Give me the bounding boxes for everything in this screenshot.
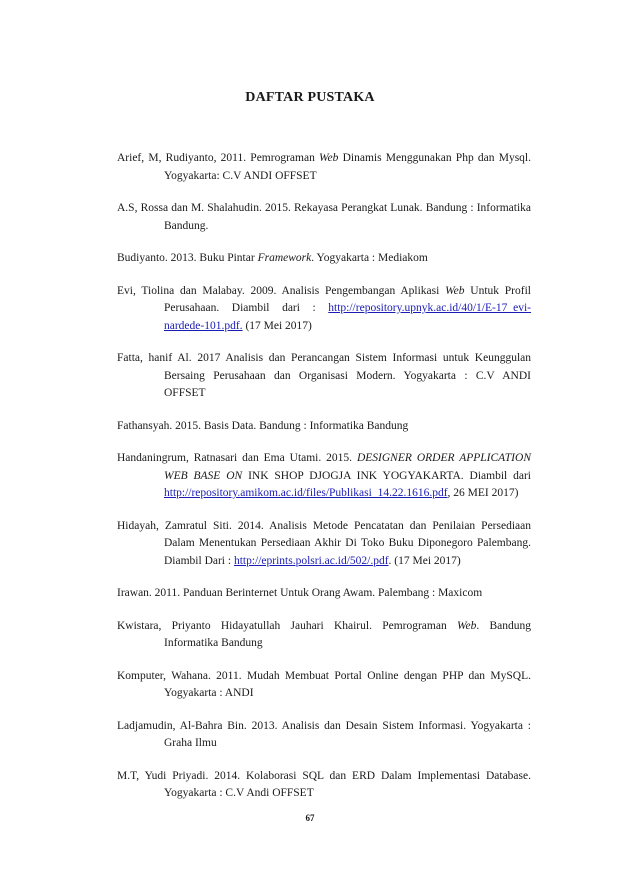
reference-italic-text: Web [456, 619, 477, 632]
reference-text: . (17 Mei 2017) [388, 554, 461, 567]
reference-link[interactable]: http://repository.upnyk.ac.id/40/1/E-17_evi-nardede-101.pdf. [164, 302, 531, 332]
reference-list [117, 150, 531, 818]
reference-item [117, 768, 531, 803]
reference-text: Hidayah, Zamratul Siti. 2014. Analisis Metode Pencatatan dan Penilaian Persediaan Dalam Menentukan Persediaan Akhir Di Toko Buku Diponegoro Palembang. Diambil Dari : [117, 519, 531, 567]
reference-item [117, 450, 531, 503]
reference-text: A.S, Rossa dan M. Shalahudin. 2015. Rekayasa Perangkat Lunak. Bandung : Informatika Bandung. [117, 202, 531, 232]
reference-item [117, 418, 531, 436]
reference-text: . Yogyakarta : Mediakom [311, 252, 428, 264]
reference-item [117, 668, 531, 703]
reference-item [117, 518, 531, 571]
reference-italic-text: Web [319, 152, 339, 164]
reference-link[interactable]: http://repository.amikom.ac.id/files/Publikasi_14.22.1616.pdf [164, 487, 448, 499]
reference-item [117, 150, 531, 185]
page-number: 67 [305, 813, 315, 823]
reference-text: Arief, M, Rudiyanto, 2011. Pemrograman [117, 152, 320, 164]
reference-text: , 26 MEI 2017) [447, 487, 519, 499]
reference-item [117, 250, 531, 268]
reference-text: Dinamis Menggunakan Php dan Mysql. Yogyakarta: C.V ANDI OFFSET [164, 152, 531, 182]
reference-italic-text: Framework [257, 252, 312, 264]
reference-text: Handaningrum, Ratnasari dan Ema Utami. 2015. [117, 452, 357, 464]
reference-item [117, 350, 531, 403]
reference-text: Evi, Tiolina dan Malabay. 2009. Analisis Pengembangan Aplikasi [117, 284, 446, 297]
page-title: DAFTAR PUSTAKA [245, 90, 375, 105]
reference-italic-text: Web [445, 284, 465, 297]
reference-text: (17 Mei 2017) [242, 319, 312, 332]
reference-item [117, 200, 531, 235]
reference-text: Kwistara, Priyanto Hidayatullah Jauhari Khairul. Pemrograman [117, 619, 457, 632]
reference-italic-text: DESIGNER ORDER APPLICATION WEB BASE ON [164, 452, 531, 482]
reference-text: INK SHOP DJOGJA INK YOGYAKARTA. Diambil dari [242, 469, 531, 482]
reference-text: Fathansyah. 2015. Basis Data. Bandung : Informatika Bandung [117, 419, 409, 432]
reference-item [117, 718, 531, 753]
reference-text: Ladjamudin, Al-Bahra Bin. 2013. Analisis dan Desain Sistem Informasi. Yogyakarta : Graha Ilmu [117, 719, 531, 749]
reference-text: Irawan. 2011. Panduan Berinternet Untuk Orang Awam. Palembang : Maxicom [117, 587, 483, 599]
reference-text: M.T, Yudi Priyadi. 2014. Kolaborasi SQL dan ERD Dalam Implementasi Database. Yogyakarta : C.V Andi OFFSET [117, 769, 531, 799]
reference-text: Fatta, hanif Al. 2017 Analisis dan Perancangan Sistem Informasi untuk Keunggulan Bersaing Perusahaan dan Organisasi Modern. Yogyakarta : C.V ANDI OFFSET [117, 352, 531, 399]
reference-text: . Bandung Informatika Bandung [164, 619, 531, 649]
reference-text: Komputer, Wahana. 2011. Mudah Membuat Portal Online dengan PHP dan MySQL. Yogyakarta : ANDI [117, 669, 531, 699]
reference-item [117, 585, 531, 603]
reference-text: Untuk Profil Perusahaan. Diambil dari : [164, 284, 531, 314]
reference-item [117, 618, 531, 653]
reference-text: Budiyanto. 2013. Buku Pintar [117, 252, 258, 264]
reference-item [117, 283, 531, 336]
reference-link[interactable]: http://eprints.polsri.ac.id/502/.pdf [233, 554, 389, 567]
